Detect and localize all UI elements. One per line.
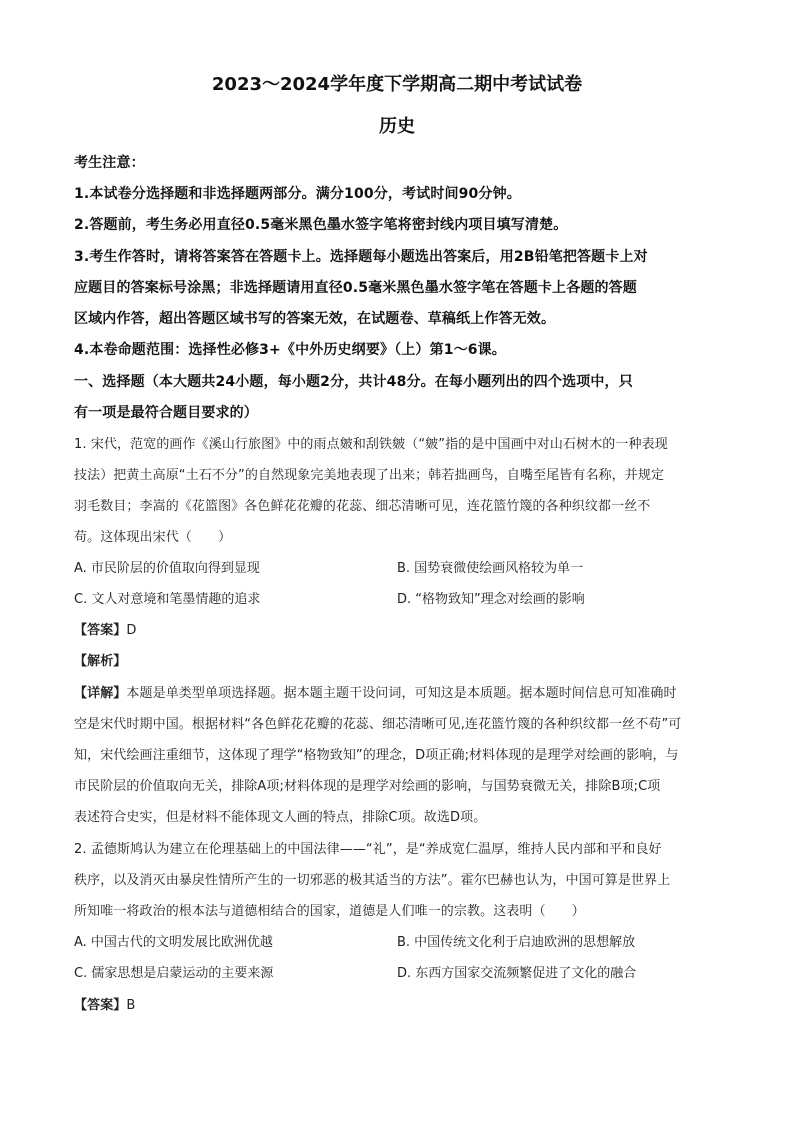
- answer-tag: 【答案】: [74, 998, 127, 1013]
- question-1-detail-line-2: 空是宋代时期中国。根据材料“各色鲜花花瓣的花蕊、细芯清晰可见,连花篮竹篾的各种织纹都一丝不苟”可: [74, 717, 682, 732]
- question-2-stem-line-2: 秩序，以及消灭由暴戾性情所产生的一切邪恶的极其适当的方法”。霍尔巴赫也认为，中国可算是世界上: [74, 873, 671, 888]
- notice-item-1: 1.本试卷分选择题和非选择题两部分。满分100分，考试时间90分钟。: [74, 186, 521, 202]
- question-1-option-c: C. 文人对意境和笔墨情趣的追求: [74, 592, 261, 607]
- question-2-option-d: D. 东西方国家交流频繁促进了文化的融合: [397, 966, 637, 981]
- section-heading-line-2: 有一项是最符合题目要求的）: [74, 405, 258, 421]
- question-1-option-a: A. 市民阶层的价值取向得到显现: [74, 561, 260, 576]
- question-1-option-b: B. 国势衰微使绘画风格较为单一: [397, 561, 584, 576]
- question-1-option-d: D. “格物致知”理念对绘画的影响: [397, 592, 585, 607]
- answer-tag: 【答案】: [74, 623, 127, 638]
- exam-title: 2023～2024学年度下学期高二期中考试试卷: [211, 74, 583, 95]
- question-2-stem-line-3: 所知唯一将政治的根本法与道德相结合的国家，道德是人们唯一的宗教。这表明（ ）: [74, 904, 585, 919]
- question-2-answer: [74, 994, 724, 1013]
- section-heading-line-1: 一、选择题（本大题共24小题，每小题2分，共计48分。在每小题列出的四个选项中，只: [74, 374, 633, 390]
- question-1-analysis-tag: 【解析】: [74, 654, 127, 669]
- detail-text: 本题是单类型单项选择题。据本题主题干设问词，可知这是本质题。据本题时间信息可知准确时: [126, 686, 677, 701]
- question-1-detail-line-4: 市民阶层的价值取向无关，排除A项;材料体现的是理学对绘画的影响，与国势衰微无关，排除B项;C项: [74, 779, 661, 794]
- question-1-stem-line-3: 羽毛数目；李嵩的《花篮图》各色鲜花花瓣的花蕊、细芯清晰可见，连花篮竹篾的各种织纹都一丝不: [74, 499, 651, 514]
- notice-item-3-line-3: 区域内作答，超出答题区域书写的答案无效，在试题卷、草稿纸上作答无效。: [74, 311, 556, 327]
- answer-value: D: [126, 623, 137, 638]
- notice-item-4: 4.本卷命题范围：选择性必修3+《中外历史纲要》（上）第1～6课。: [74, 342, 506, 358]
- notice-heading: 考生注意：: [74, 155, 145, 171]
- question-1-stem-line-1: 1. 宋代，范宽的画作《溪山行旅图》中的雨点皴和刮铁皴（“皴”指的是中国画中对山石树木的一种表现: [74, 437, 668, 452]
- question-1-stem-line-2: 技法）把黄土高原“土石不分”的自然现象完美地表现了出来；韩若拙画鸟，自嘴至尾皆有名称，并规定: [74, 468, 665, 483]
- question-1-detail-line-5: 表述符合史实，但是材料不能体现文人画的特点，排除C项。故选D项。: [74, 810, 487, 825]
- detail-tag: 【详解】: [74, 686, 127, 701]
- question-1-detail-line-1: [74, 682, 724, 701]
- answer-value: B: [126, 998, 136, 1013]
- subject-title: 历史: [379, 116, 415, 137]
- question-1-detail-line-3: 知，宋代绘画注重细节，这体现了理学“格物致知”的理念，D项正确;材料体现的是理学对绘画的影响，与: [74, 748, 679, 763]
- question-2-option-c: C. 儒家思想是启蒙运动的主要来源: [74, 966, 274, 981]
- notice-item-2: 2.答题前，考生务必用直径0.5毫米黑色墨水签字笔将密封线内项目填写清楚。: [74, 217, 568, 233]
- notice-item-3-line-2: 应题目的答案标号涂黑；非选择题请用直径0.5毫米黑色墨水签字笔在答题卡上各题的答题: [74, 280, 637, 296]
- notice-item-3-line-1: 3.考生作答时，请将答案答在答题卡上。选择题每小题选出答案后，用2B铅笔把答题卡上对: [74, 249, 648, 265]
- question-1-stem-line-4: 苟。这体现出宋代（ ）: [74, 530, 232, 545]
- question-2-option-b: B. 中国传统文化利于启迪欧洲的思想解放: [397, 935, 636, 950]
- question-1-answer: [74, 619, 724, 638]
- question-2-stem-line-1: 2. 孟德斯鸠认为建立在伦理基础上的中国法律——“礼”，是“养成宽仁温厚，维持人民内部和平和良好: [74, 842, 662, 857]
- question-2-option-a: A. 中国古代的文明发展比欧洲优越: [74, 935, 273, 950]
